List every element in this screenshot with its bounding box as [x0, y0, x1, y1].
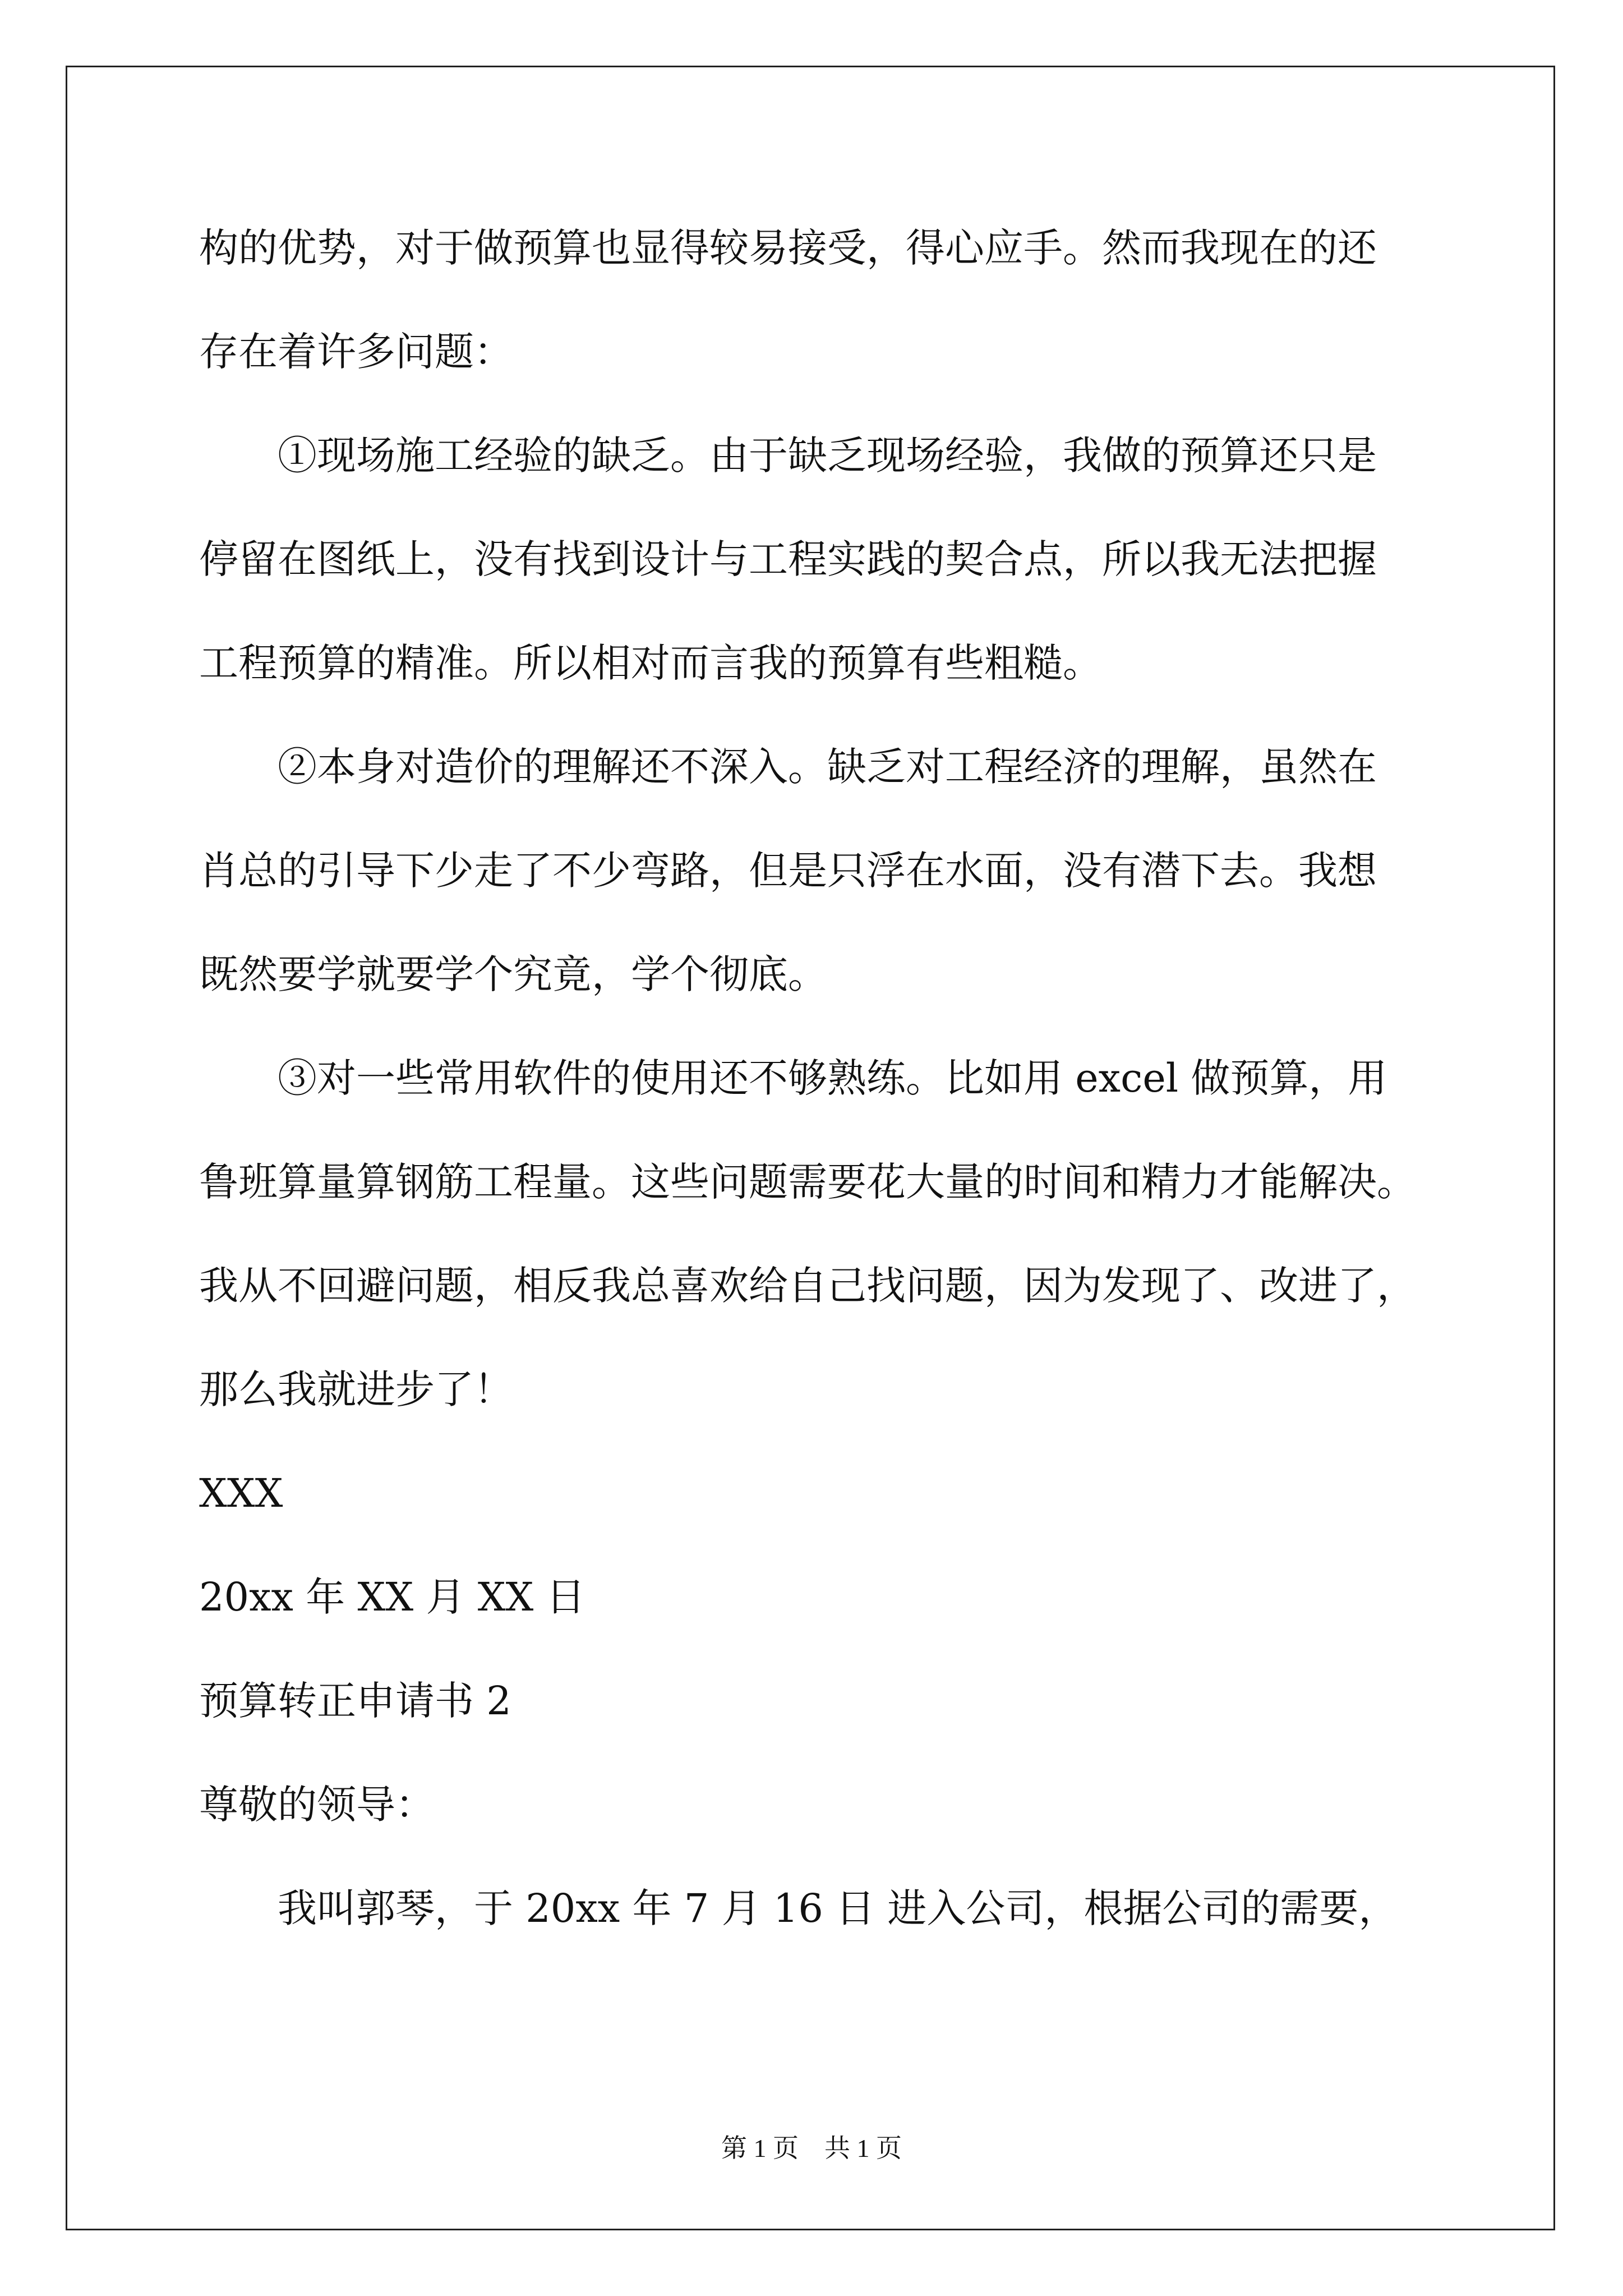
text-line: 构的优势，对于做预算也显得较易接受，得心应手。然而我现在的还: [199, 225, 1377, 271]
text-line: 那么我就进步了！: [199, 1366, 513, 1412]
text-line: 存在着许多问题：: [199, 329, 513, 375]
signature-date: 20xx 年 XX 月 XX 日: [199, 1574, 585, 1620]
paragraph-3-start: ③对一些常用软件的使用还不够熟练。比如用 excel 做预算，用: [278, 1055, 1387, 1101]
paragraph-4-start: 我叫郭琴，于 20xx 年 7 月 16 日 进入公司，根据公司的需要，: [278, 1885, 1398, 1931]
page-footer: 第 1 页 共 1 页: [721, 2134, 902, 2162]
text-line: 既然要学就要学个究竟，学个彻底。: [199, 951, 827, 997]
text-line: 肖总的引导下少走了不少弯路，但是只浮在水面，没有潜下去。我想: [199, 848, 1377, 894]
paragraph-2-start: ②本身对造价的理解还不深入。缺乏对工程经济的理解，虽然在: [278, 744, 1377, 790]
text-line: 工程预算的精准。所以相对而言我的预算有些粗糙。: [199, 640, 1102, 686]
salutation: 尊敬的领导：: [199, 1782, 435, 1828]
paragraph-1-start: ①现场施工经验的缺乏。由于缺乏现场经验，我做的预算还只是: [278, 432, 1377, 478]
text-line: 我从不回避问题，相反我总喜欢给自己找问题，因为发现了、改进了，: [199, 1263, 1416, 1309]
text-line: 停留在图纸上，没有找到设计与工程实践的契合点，所以我无法把握: [199, 536, 1377, 582]
section-title: 预算转正申请书 2: [199, 1678, 511, 1724]
text-line: 鲁班算量算钢筋工程量。这些问题需要花大量的时间和精力才能解决。: [199, 1159, 1416, 1205]
signature-name: XXX: [199, 1470, 283, 1516]
